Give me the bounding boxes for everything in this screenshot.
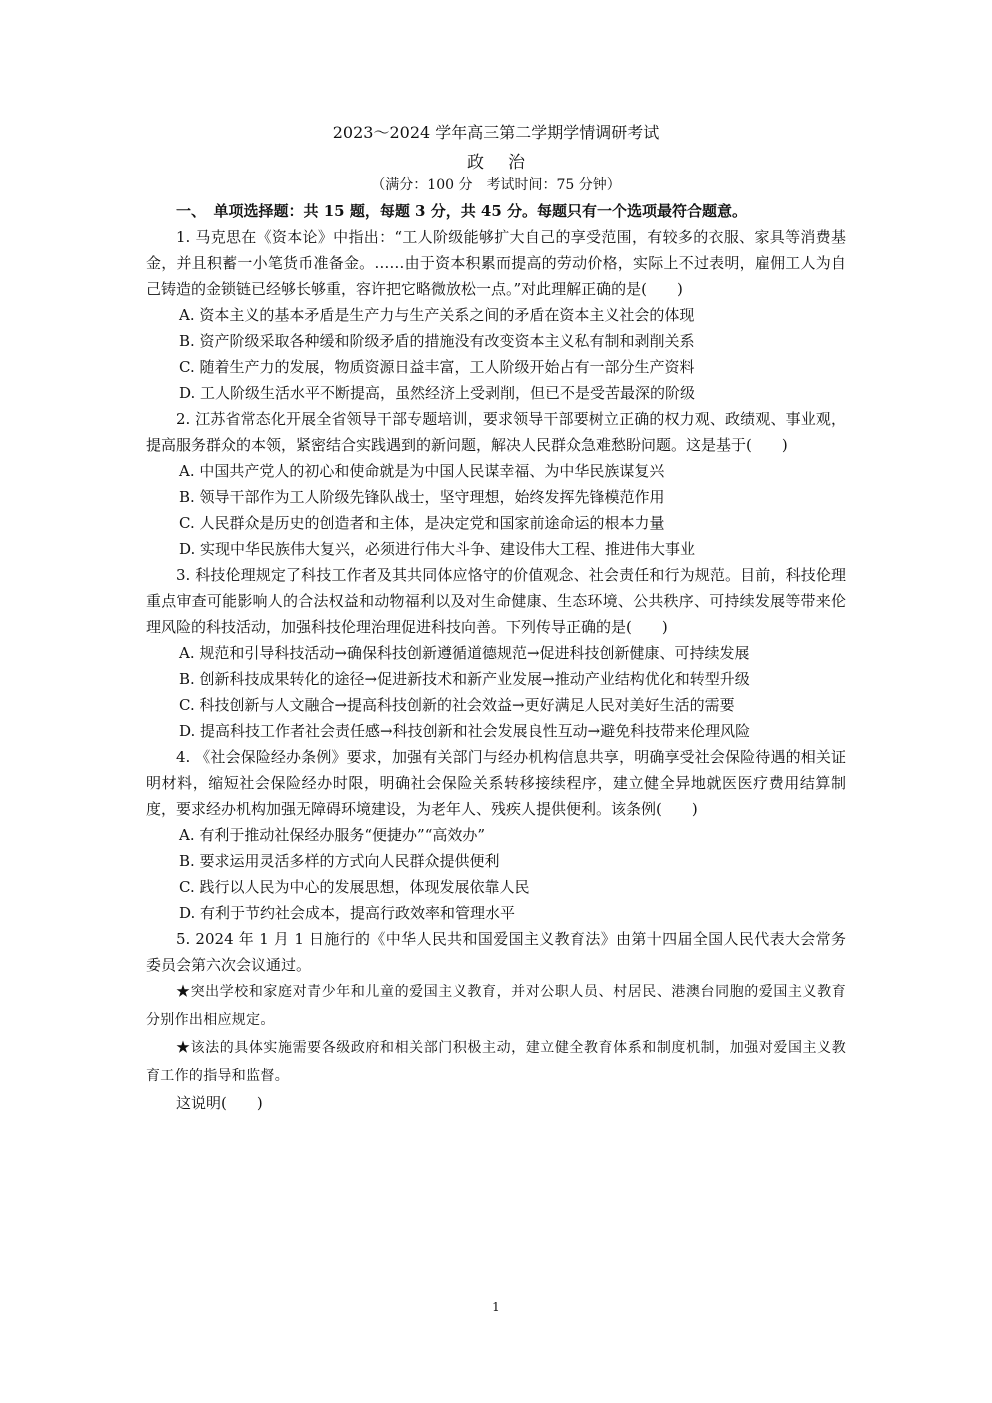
page-number: 1	[492, 1300, 500, 1314]
question-4-option-d: D. 有利于节约社会成本，提高行政效率和管理水平	[179, 904, 516, 922]
question-1-stem: 1. 马克思在《资本论》中指出：“工人阶级能够扩大自己的享受范围，有较多的衣服、家具等消费基金，并且积蓄一小笔货币准备金。……由于资本积累而提高的劳动价格，实际上不过表明，雇佣工人为自己铸造的金锁链已经够长够重，容许把它略微放松一点。”对此理解正确的是( )	[146, 228, 846, 298]
question-5-ask: 这说明( )	[176, 1094, 263, 1112]
question-1-option-b: B. 资产阶级采取各种缓和阶级矛盾的措施没有改变资本主义私有制和剥削关系	[179, 332, 695, 350]
question-body	[146, 224, 846, 1116]
question-1-option-c: C. 随着生产力的发展，物质资源日益丰富，工人阶级开始占有一部分生产资料	[179, 358, 695, 376]
question-5-point-1: ★突出学校和家庭对青少年和儿童的爱国主义教育，并对公职人员、村居民、港澳台同胞的爱国主义教育分别作出相应规定。	[146, 984, 846, 1028]
question-2-stem: 2. 江苏省常态化开展全省领导干部专题培训，要求领导干部要树立正确的权力观、政绩观、事业观，提高服务群众的本领，紧密结合实践遇到的新问题，解决人民群众急难愁盼问题。这是基于( )	[146, 410, 846, 454]
question-1-option-a: A. 资本主义的基本矛盾是生产力与生产关系之间的矛盾在资本主义社会的体现	[179, 306, 695, 324]
question-3-option-d: D. 提高科技工作者社会责任感→科技创新和社会发展良性互动→避免科技带来伦理风险	[179, 722, 751, 740]
question-2-option-c: C. 人民群众是历史的创造者和主体，是决定党和国家前途命运的根本力量	[179, 514, 665, 532]
question-1-option-d: D. 工人阶级生活水平不断提高，虽然经济上受剥削，但已不是受苦最深的阶级	[179, 384, 696, 402]
section-heading: 一、 单项选择题：共 15 题，每题 3 分，共 45 分。每题只有一个选项最符合题意。	[176, 202, 748, 220]
question-4-option-b: B. 要求运用灵活多样的方式向人民群众提供便利	[179, 852, 500, 870]
exam-meta: （满分：100 分 考试时间：75 分钟）	[371, 177, 621, 193]
question-3-option-b: B. 创新科技成果转化的途径→促进新技术和新产业发展→推动产业结构优化和转型升级	[179, 670, 750, 688]
question-2-option-b: B. 领导干部作为工人阶级先锋队战士，坚守理想，始终发挥先锋模范作用	[179, 488, 665, 506]
question-4-option-c: C. 践行以人民为中心的发展思想，体现发展依靠人民	[179, 878, 530, 896]
question-3-option-a: A. 规范和引导科技活动→确保科技创新遵循道德规范→促进科技创新健康、可持续发展	[179, 644, 750, 662]
question-4-stem: 4. 《社会保险经办条例》要求，加强有关部门与经办机构信息共享，明确享受社会保险待遇的相关证明材料，缩短社会保险经办时限，明确社会保险关系转移接续程序，建立健全异地就医医疗费用结算制度，要求经办机构加强无障碍环境建设，为老年人、残疾人提供便利。该条例( )	[146, 748, 846, 818]
question-3-stem: 3. 科技伦理规定了科技工作者及其共同体应恪守的价值观念、社会责任和行为规范。目前，科技伦理重点审查可能影响人的合法权益和动物福利以及对生命健康、生态环境、公共秩序、可持续发展等带来伦理风险的科技活动，加强科技伦理治理促进科技向善。下列传导正确的是( )	[146, 566, 846, 636]
question-3-option-c: C. 科技创新与人文融合→提高科技创新的社会效益→更好满足人民对美好生活的需要	[179, 696, 735, 714]
question-2-option-d: D. 实现中华民族伟大复兴，必须进行伟大斗争、建设伟大工程、推进伟大事业	[179, 540, 696, 558]
question-5-point-2: ★该法的具体实施需要各级政府和相关部门积极主动，建立健全教育体系和制度机制，加强对爱国主义教育工作的指导和监督。	[146, 1040, 846, 1084]
question-5-stem: 5. 2024 年 1 月 1 日施行的《中华人民共和国爱国主义教育法》由第十四届全国人民代表大会常务委员会第六次会议通过。	[146, 930, 846, 974]
question-4-option-a: A. 有利于推动社保经办服务“便捷办”“高效办”	[179, 826, 486, 844]
exam-title: 2023～2024 学年高三第二学期学情调研考试	[332, 123, 660, 142]
exam-subject: 政治	[467, 153, 549, 173]
question-2-option-a: A. 中国共产党人的初心和使命就是为中国人民谋幸福、为中华民族谋复兴	[179, 462, 665, 480]
